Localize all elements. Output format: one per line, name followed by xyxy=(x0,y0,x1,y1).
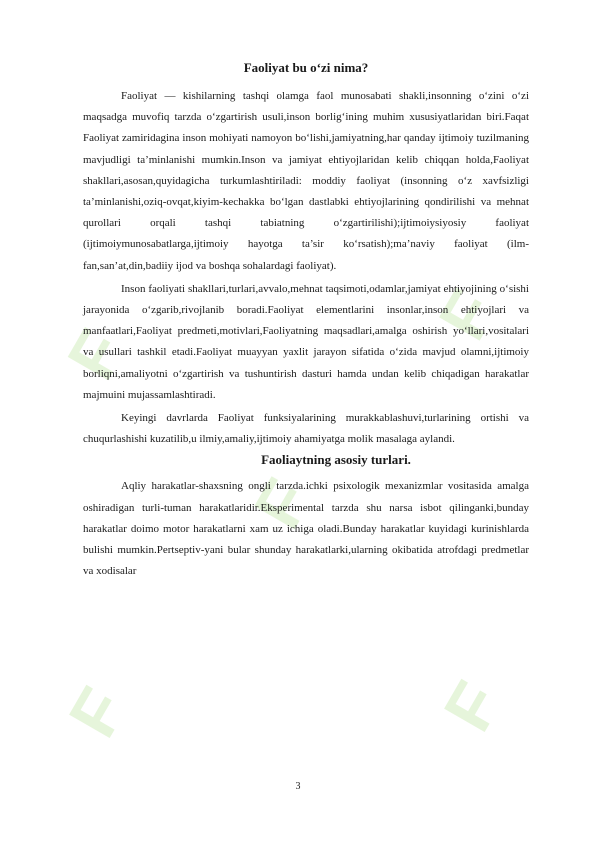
svg-text:F: F xyxy=(424,278,512,353)
svg-text:F: F xyxy=(53,317,140,392)
section-heading: Faoliaytning asosiy turlari. xyxy=(261,452,411,468)
svg-text:F: F xyxy=(239,466,327,541)
page-number: 3 xyxy=(295,781,301,792)
paragraph-2: Inson faoliyati shakllari,turlari,avvalo,mehnat taqsimoti,odamlar,jamiyat ehtiyojining o‘sishi jarayonida o‘zgarib,rivojlanib boradi.Faoliyat elementlarini insonlar,inson ehtiyojlari va manfaatlari,Faoliyat predmeti,motivlari,Faoliyatning maqsadlari,amalga oshirish yo‘llari,vositalari va usullari tashkil etadi.Faoliyat muayyan yaxlit jarayon sifatida o‘zida mavjud olamni,ijtimoiy borliqni,amaliyotni o‘zgartirish va tushuntirish dasturi hamda undan kelib chiqadigan harakatlar majmuini mujassamlashtiradi. xyxy=(83,282,529,401)
paragraph-4: Aqliy harakatlar-shaxsning ongli tarzda.ichki psixologik mexanizmlar vositasida amalga oshiradigan turli-tuman harakatlaridir.Eksperimental tarzda shu narsa isbot qilinganki,bunday harakatlar doimo motor harakatlarni xam uz ichiga oladi.Bunday harakatlar kuyidagi kurinishlarda bulishi mumkin.Pertseptiv-yani bular shunday harakatlarki,ularning okibatida atrofdagi predmetlar va xodisalar xyxy=(83,480,529,578)
paragraph-3: Keyingi davrlarda Faoliyat funksiyalarining murakkablashuvi,turlarining ortishi va chuqurlashishi kuzatilib,u ilmiy,amaliy,ijtimoiy ahamiyatga molik masalaga aylandi. xyxy=(83,412,529,446)
document-page xyxy=(83,56,529,584)
paragraph-1: Faoliyat — kishilarning tashqi olamga faol munosabati shakli,insonning o‘zini o‘zi maqsadga muvofiq tarzda o‘zgartirish usuli,inson borlig‘ining muhim xususiyatlaridan biri.Faqat Faoliyat zamiridagina inson mohiyati namoyon bo‘lishi,jamiyatning,har qanday ijtimoiy tuzilmaning mavjudligi ta’minlanishi mumkin.Inson va jamiyat ehtiyojlaridan kelib chiqqan holda,Faoliyat shakllari,asosan,quyidagicha turkumlashtiriladi: moddiy faoliyat (insonning o‘z xavfsizligi ta’minlanishi,oziq-ovqat,kiyim-kechakka bo‘lgan dastlabki ehtiyojlarining qondirilishi va mehnat qurollari orqali tashqi tabiatning o‘zgartirilishi);ijtimoiysiyosiy faoliyat (ijtimoiymunosabatlarga,ijtimoiy hayotga ta’sir ko‘rsatish);ma’naviy faoliyat (ilm-fan,san’at,din,badiiy ijod va boshqa sohalardagi faoliyat). xyxy=(83,90,529,272)
svg-text:F: F xyxy=(429,669,517,744)
document-title: Faoliyat bu o‘zi nima? xyxy=(243,60,369,75)
svg-text:F: F xyxy=(54,675,142,750)
